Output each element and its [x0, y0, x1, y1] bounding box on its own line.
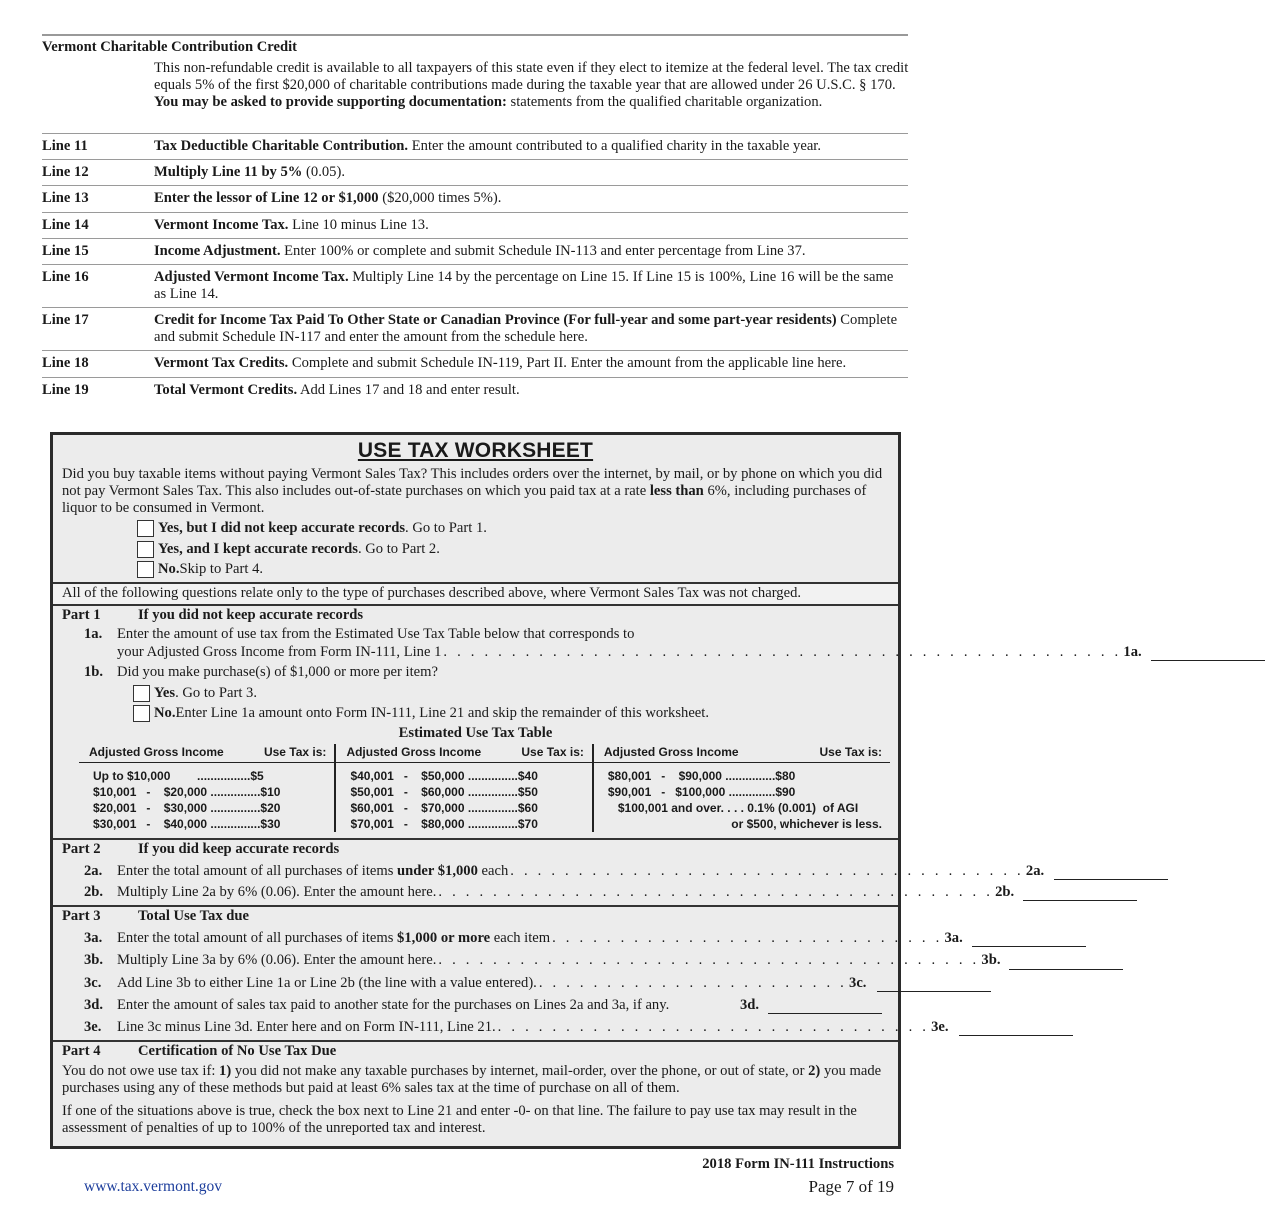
- table-row: Up to $10,000 ................$5: [93, 769, 264, 784]
- line-text: Credit for Income Tax Paid To Other State or Canadian Province (For full-year and some part-year residents) Complete and submit Schedule IN-117 and enter the amount from the schedule here.: [154, 312, 898, 346]
- amount-field-2a[interactable]: [1054, 866, 1168, 880]
- table-row: $60,001 - $70,000 ...............$60: [350, 801, 538, 816]
- part-1-heading: Part 1 If you did not keep accurate records: [62, 607, 364, 624]
- table-row: $20,001 - $30,000 ...............$20: [93, 801, 281, 816]
- table-row: $100,001 and over. . . . 0.1% (0.001) of AGI: [607, 801, 859, 816]
- table-row: or $500, whichever is less.: [607, 817, 882, 832]
- line-number: Line 12: [42, 164, 89, 181]
- table-column: Adjusted Gross Income Use Tax is: $40,001 - $50,000 ...............$40 $50,001 - $60,000 ...............$50 $60,001 - $70,000 ...............$60 $70,001 - $80,000 ...............$70: [334, 744, 591, 832]
- form-name: 2018 Form IN-111 Instructions: [702, 1156, 894, 1172]
- estimated-use-tax-table: [79, 744, 890, 832]
- question-3e: 3e. Line 3c minus Line 3d. Enter here and on Form IN-111, Line 21. . . . . . . . . . . . . . . . . . . . . . . . . . . . . . . . . 3e.: [53, 1019, 898, 1036]
- line-number: Line 16: [42, 269, 89, 286]
- line-row: [42, 307, 908, 350]
- amount-field-3e[interactable]: [959, 1022, 1073, 1036]
- line-text: Total Vermont Credits. Add Lines 17 and 18 and enter result.: [154, 381, 520, 398]
- use-tax-worksheet: [50, 432, 1142, 1149]
- checkbox[interactable]: [137, 520, 154, 537]
- worksheet-intro: Did you buy taxable items without paying Vermont Sales Tax? This includes orders over the internet, by mail, or by phone on which you did not pay Vermont Sales Tax. This also includes out-of-state purchases on which you paid tax at a rate less than 6%, including purchases of liquor to be consumed in Vermont.: [62, 465, 883, 517]
- worksheet-title: USE TAX WORKSHEET: [357, 439, 594, 462]
- question-2b: 2b. Multiply Line 2a by 6% (0.06). Enter the amount here. . . . . . . . . . . . . . . . . . . . . . . . . . . . . . . . . . . . . . . . . . 2b.: [53, 884, 898, 901]
- line-text: Income Adjustment. Enter 100% or complete and submit Schedule IN-113 and enter percentage from Line 37.: [154, 242, 806, 259]
- option-1b-yes: Yes . Go to Part 3.: [133, 683, 898, 704]
- leader-dots: . . . . . . . . . . . . . . . . . . . . . . . . . . . . . . . .: [497, 1019, 930, 1036]
- line-number: Line 17: [42, 312, 89, 329]
- section-title: Vermont Charitable Contribution Credit: [42, 39, 297, 55]
- part-4-heading: Part 4 Certification of No Use Tax Due: [62, 1043, 337, 1060]
- line-number: Line 18: [42, 355, 89, 372]
- question-1b: 1b. Did you make purchase(s) of $1,000 or more per item?: [84, 663, 438, 680]
- line-text: Vermont Income Tax. Line 10 minus Line 13.: [154, 216, 429, 233]
- leader-dots: . . . . . . . . . . . . . . . . . . . . . . . . . . . . . . . . . . . . . . . . .: [438, 883, 994, 900]
- leader-dots: . . . . . . . . . . . . . . . . . . . . . . . . . . . . . . . . . . . . . .: [510, 862, 1024, 879]
- line-number: Line 15: [42, 242, 89, 259]
- line-row: [42, 377, 908, 403]
- line-text: Adjusted Vermont Income Tax. Multiply Line 14 by the percentage on Line 15. If Line 15 is 100%, Line 16 will be the same as Line 14.: [154, 269, 894, 303]
- leader-dots: . . . . . . . . . . . . . . . . . . . . . . . . . . . . . . . . . . . . . . . . . . . . . . . . . .: [443, 643, 1122, 660]
- question-1b-options: [53, 683, 898, 724]
- amount-field-3d[interactable]: [768, 1000, 882, 1014]
- line-row: [42, 350, 908, 376]
- question-3d: 3d. Enter the amount of sales tax paid to another state for the purchases on Lines 2a and 3a, if any. 3d.: [53, 997, 898, 1014]
- question-3b: 3b. Multiply Line 3a by 6% (0.06). Enter the amount here. . . . . . . . . . . . . . . . . . . . . . . . . . . . . . . . . . . . . . . . . 3b.: [53, 952, 898, 969]
- part-2-heading: Part 2 If you did keep accurate records: [62, 841, 340, 858]
- line-text: Tax Deductible Charitable Contribution. Enter the amount contributed to a qualified charity in the taxable year.: [154, 138, 822, 154]
- table-row: $50,001 - $60,000 ...............$50: [350, 785, 538, 800]
- checkbox[interactable]: [133, 685, 150, 702]
- table-column: Adjusted Gross Income Use Tax is: Up to $10,000 ................$5 $10,001 - $20,000 ...............$10 $20,001 - $30,000 ...............$20 $30,001 - $40,000 ...............$30: [79, 744, 334, 832]
- question-1a: 1a. Enter the amount of use tax from the Estimated Use Tax Table below that corresponds to your Adjusted Gross Income from Form IN-111, Line 1 . . . . . . . . . . . . . . . . . . . . . . . . . . . . . . . . . . . . . . . . . . . . . . . . . . 1a.: [53, 626, 898, 660]
- option-1b-no: No. Enter Line 1a amount onto Form IN-111, Line 21 and skip the remainder of this worksheet.: [133, 704, 898, 725]
- checkbox[interactable]: [137, 561, 154, 578]
- table-row: $80,001 - $90,000 ...............$80: [607, 769, 796, 784]
- part-4-note: If one of the situations above is true, check the box next to Line 21 and enter -0- on that line. The failure to pay use tax may result in the assessment of penalties of up to 100% of the unreported tax and interest.: [62, 1103, 857, 1137]
- line-text: Multiply Line 11 by 5% (0.05).: [154, 164, 345, 181]
- table-row: $70,001 - $80,000 ...............$70: [350, 817, 538, 832]
- line-text: Vermont Tax Credits. Complete and submit Schedule IN-119, Part II. Enter the amount from the applicable line here.: [154, 355, 847, 372]
- table-row: $40,001 - $50,000 ...............$40: [350, 769, 538, 784]
- option-kept-records: Yes, and I kept accurate records . Go to Part 2.: [137, 539, 898, 560]
- worksheet-note: All of the following questions relate only to the type of purchases described above, where Vermont Sales Tax was not charged.: [53, 582, 898, 606]
- part-3-heading: Part 3 Total Use Tax due: [62, 908, 249, 925]
- instruction-lines: [42, 133, 908, 403]
- line-row: [42, 133, 908, 159]
- question-2a: 2a. Enter the total amount of all purchases of items under $1,000 each . . . . . . . . . . . . . . . . . . . . . . . . . . . . . . . . . . . . . . 2a.: [53, 863, 898, 880]
- table-column: Adjusted Gross Income Use Tax is: $80,001 - $90,000 ...............$80 $90,001 - $100,000 ..............$90 $100,001 and over. . . . 0.1% (0.001) of AGI or $500, whichever is less.: [592, 744, 890, 832]
- section-intro: This non-refundable credit is available to all taxpayers of this state even if they elect to itemize at the federal level. The tax credit equals 5% of the first $20,000 of charitable contributions made during the taxable year that are allowed under 26 U.S.C. § 170. You may be asked to provide supporting documentation: statements from the qualified charitable organization.: [154, 60, 909, 111]
- page-number: Page 7 of 19: [808, 1177, 894, 1196]
- table-row: $90,001 - $100,000 ..............$90: [607, 785, 796, 800]
- estimated-table-title: Estimated Use Tax Table: [398, 725, 553, 742]
- question-3a: 3a. Enter the total amount of all purchases of items $1,000 or more each item . . . . . . . . . . . . . . . . . . . . . . . . . . . . . 3a.: [53, 930, 898, 947]
- option-no: No. Skip to Part 4.: [137, 559, 898, 580]
- amount-field-1a[interactable]: [1151, 647, 1265, 661]
- worksheet-options: [53, 518, 898, 580]
- line-number: Line 11: [42, 138, 88, 154]
- leader-dots: . . . . . . . . . . . . . . . . . . . . . . . . . . . . . . . . . . . . . . . .: [438, 952, 980, 969]
- line-row: [42, 212, 908, 238]
- table-row: $30,001 - $40,000 ...............$30: [93, 817, 281, 832]
- line-row: [42, 264, 908, 307]
- line-row: [42, 238, 908, 264]
- line-row: [42, 185, 908, 211]
- line-number: Line 14: [42, 216, 89, 233]
- checkbox[interactable]: [137, 541, 154, 558]
- table-row: $10,001 - $20,000 ...............$10: [93, 785, 281, 800]
- amount-field-3a[interactable]: [972, 933, 1086, 947]
- leader-dots: . . . . . . . . . . . . . . . . . . . . . . . . . . . . .: [552, 930, 943, 947]
- top-rule: [42, 34, 908, 36]
- question-3c: 3c. Add Line 3b to either Line 1a or Line 2b (the line with a value entered). . . . . . . . . . . . . . . . . . . . . . . . 3c.: [53, 975, 898, 992]
- amount-field-2b[interactable]: [1023, 887, 1137, 901]
- option-no-records: Yes, but I did not keep accurate records . Go to Part 1.: [137, 518, 898, 539]
- amount-field-3c[interactable]: [877, 978, 991, 992]
- checkbox[interactable]: [133, 705, 150, 722]
- line-number: Line 13: [42, 190, 89, 207]
- leader-dots: . . . . . . . . . . . . . . . . . . . . . . .: [538, 974, 848, 991]
- amount-field-3b[interactable]: [1009, 956, 1123, 970]
- line-row: [42, 159, 908, 185]
- website-link[interactable]: www.tax.vermont.gov: [84, 1178, 223, 1195]
- line-number: Line 19: [42, 381, 89, 398]
- part-4-text: You do not owe use tax if: 1) you did not make any taxable purchases by internet, mail-order, over the phone, or out of state, or 2) you made purchases using any of these methods but paid at least 6% sales tax at the time of purchase on all of them.: [62, 1062, 882, 1096]
- line-text: Enter the lessor of Line 12 or $1,000 ($20,000 times 5%).: [154, 190, 502, 207]
